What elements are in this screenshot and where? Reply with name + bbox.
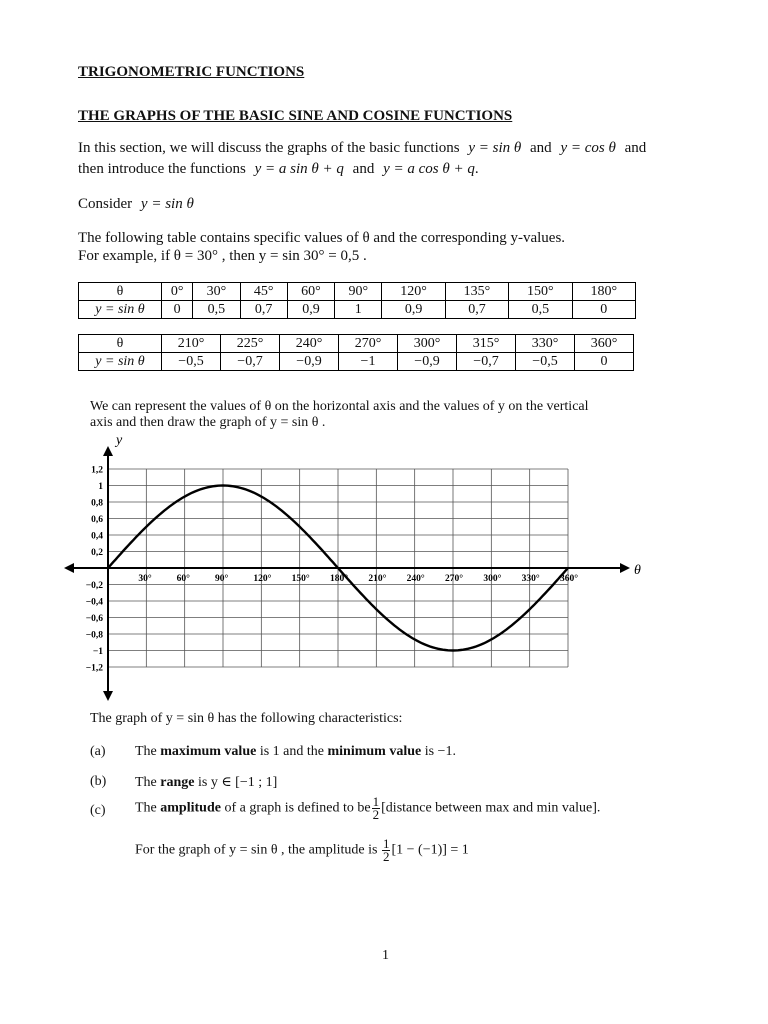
formula-cos: y = cos θ <box>560 140 616 156</box>
table-cell: −0,5 <box>516 353 575 371</box>
table-cell: θ <box>79 335 162 353</box>
fraction-denominator: 2 <box>372 807 380 822</box>
item-a-max: maximum value <box>160 744 257 759</box>
y-axis-arrow-icon <box>103 446 113 456</box>
item-a-min: minimum value <box>327 744 422 759</box>
table-cell: −0,7 <box>221 353 280 371</box>
page-number: 1 <box>382 948 389 963</box>
item-b-post: is y ∈ [−1 ; 1] <box>197 775 278 790</box>
table-cell: 135° <box>445 283 508 301</box>
item-a-post: is −1. <box>424 744 456 759</box>
amplitude-line <box>135 838 469 863</box>
characteristics-intro: The graph of y = sin θ has the following characteristics: <box>90 711 403 726</box>
table-cell: 0,9 <box>287 301 334 319</box>
table-cell: 300° <box>398 335 457 353</box>
page-heading: TRIGONOMETRIC FUNCTIONS <box>78 64 305 80</box>
item-c-amplitude: amplitude <box>160 800 221 816</box>
fraction-numerator: 1 <box>372 794 380 809</box>
consider-formula: y = sin θ <box>140 196 194 212</box>
intro-and: and <box>530 140 552 156</box>
table-cell: y = sin θ <box>79 353 162 371</box>
y-tick-label: 0,8 <box>91 498 103 509</box>
item-a-mid: is 1 and the <box>259 744 324 759</box>
table-cell: −0,5 <box>162 353 221 371</box>
y-tick-label: −0,2 <box>85 581 103 591</box>
item-c-post: [distance between max and min value]. <box>381 800 601 816</box>
y-tick-label: −1 <box>92 647 103 657</box>
intro-text: In this section, we will discuss the graphs of the basic functions <box>78 140 460 156</box>
item-b-range: range <box>160 775 195 790</box>
item-c-text <box>135 796 600 821</box>
x-tick-label: 30° <box>138 574 152 584</box>
x-tick-label: 300° <box>483 574 502 584</box>
x-tick-label: 210° <box>368 574 387 584</box>
table-cell: 225° <box>221 335 280 353</box>
fraction-numerator: 1 <box>382 836 390 851</box>
table-cell: 180° <box>572 283 635 301</box>
table-cell: 30° <box>193 283 240 301</box>
table-cell: 150° <box>509 283 572 301</box>
y-tick-label: −0,8 <box>85 630 103 641</box>
table-cell: 120° <box>382 283 445 301</box>
table-cell: 60° <box>287 283 334 301</box>
table-cell: 0,5 <box>193 301 240 319</box>
intro-text-2: then introduce the functions <box>78 161 246 177</box>
consider-text: Consider <box>78 196 133 212</box>
item-c-pre: The <box>135 800 157 816</box>
x-tick-label: 180° <box>330 574 349 584</box>
table-cell: 0,9 <box>382 301 445 319</box>
table-cell: 210° <box>162 335 221 353</box>
item-c-mid: of a graph is defined to be <box>224 800 371 816</box>
table-intro-line-2: For example, if θ = 30° , then y = sin 30° = 0,5 . <box>78 248 367 264</box>
x-tick-label: 270° <box>445 574 464 584</box>
table-cell: y = sin θ <box>79 301 162 319</box>
fraction-half <box>372 796 381 821</box>
y-tick-label: −1,2 <box>85 663 103 674</box>
intro-and-3: and <box>352 161 375 177</box>
x-tick-label: 120° <box>253 574 272 584</box>
y-tick-label: −0,6 <box>85 614 103 624</box>
formula-asin: y = a sin θ + q <box>254 161 344 177</box>
table-intro-line-1: The following table contains specific values of θ and the corresponding y-values. <box>78 230 566 246</box>
x-axis-label: θ <box>634 563 641 578</box>
x-tick-label: 60° <box>176 574 190 584</box>
table-cell: θ <box>79 283 162 301</box>
fraction-half-2 <box>382 838 391 863</box>
item-b-text <box>135 774 277 791</box>
item-a-label: (a) <box>90 744 106 759</box>
intro-and-2: and <box>624 140 647 156</box>
item-a-text <box>135 744 456 760</box>
table-cell: 45° <box>240 283 287 301</box>
graph-intro-line-2: axis and then draw the graph of y = sin θ . <box>90 415 326 430</box>
y-tick-label: 1,2 <box>91 465 103 476</box>
item-b-pre: The <box>135 775 157 790</box>
x-axis-arrow-left-icon <box>64 563 74 573</box>
y-tick-label: 0,2 <box>91 548 103 558</box>
item-c-label: (c) <box>90 803 106 818</box>
table-cell: 0,7 <box>445 301 508 319</box>
fraction-denominator: 2 <box>382 849 390 864</box>
item-a-pre: The <box>135 744 157 759</box>
table-cell: 0° <box>162 283 193 301</box>
table-cell: 270° <box>339 335 398 353</box>
table-cell: 90° <box>335 283 382 301</box>
y-axis-arrow-down-icon <box>103 691 113 701</box>
table-cell: 0,5 <box>509 301 572 319</box>
x-tick-label: 150° <box>291 574 310 584</box>
amplitude-post: [1 − (−1)] = 1 <box>391 842 469 858</box>
table-cell: −0,9 <box>398 353 457 371</box>
table-cell: 330° <box>516 335 575 353</box>
y-tick-label: 1 <box>98 482 103 492</box>
x-axis-arrow-icon <box>620 563 630 573</box>
formula-sin: y = sin θ <box>468 140 522 156</box>
y-axis-label: y <box>116 433 123 448</box>
table-cell: 360° <box>575 335 634 353</box>
x-tick-label: 330° <box>521 574 540 584</box>
table-cell: 1 <box>335 301 382 319</box>
table-cell: 240° <box>280 335 339 353</box>
x-tick-label: 240° <box>406 574 425 584</box>
y-tick-label: 0,6 <box>91 515 103 525</box>
item-b-label: (b) <box>90 774 107 789</box>
y-tick-label: −0,4 <box>85 597 103 608</box>
section-title: THE GRAPHS OF THE BASIC SINE AND COSINE FUNCTIONS <box>78 108 513 124</box>
formula-acos: y = a cos θ + q <box>383 161 475 177</box>
table-cell: −0,9 <box>280 353 339 371</box>
table-cell: 0 <box>572 301 635 319</box>
amplitude-pre: For the graph of y = sin θ , the amplitude is <box>135 842 378 858</box>
intro-period: . <box>474 161 479 177</box>
table-cell: −0,7 <box>457 353 516 371</box>
x-tick-label: 90° <box>215 574 229 584</box>
x-tick-label: 360° <box>560 574 579 584</box>
table-cell: 0 <box>162 301 193 319</box>
y-tick-label: 0,4 <box>91 531 103 542</box>
table-cell: 315° <box>457 335 516 353</box>
table-cell: 0,7 <box>240 301 287 319</box>
table-cell: −1 <box>339 353 398 371</box>
graph-intro-line-1: We can represent the values of θ on the horizontal axis and the values of y on the vertical <box>90 399 589 414</box>
table-cell: 0 <box>575 353 634 371</box>
